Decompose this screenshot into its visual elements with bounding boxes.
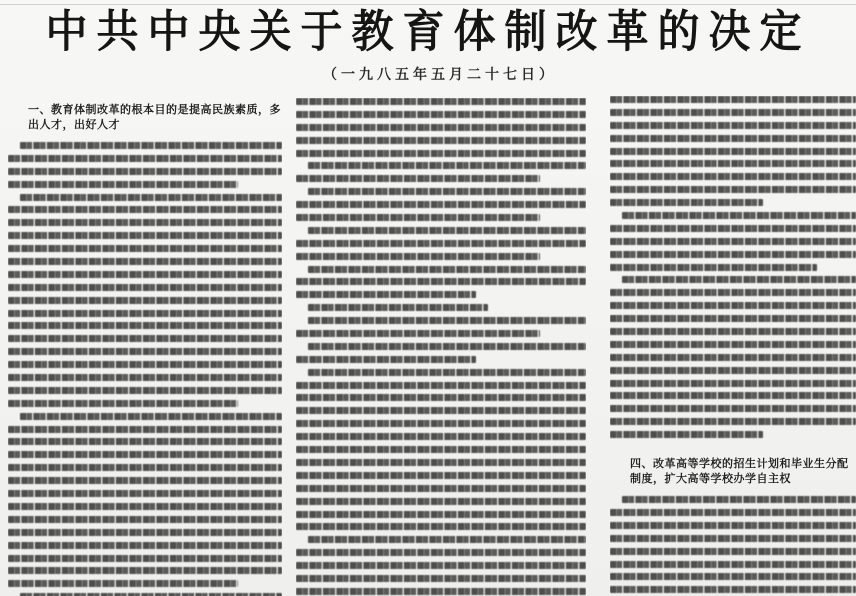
text-line [610, 225, 856, 232]
text-line [296, 511, 586, 518]
text-line [8, 335, 282, 342]
text-line [8, 438, 282, 445]
text-line [610, 431, 763, 438]
text-line [20, 194, 282, 201]
text-line [308, 536, 586, 543]
section-heading-1: 一、教育体制改革的根本目的是提高民族素质，多出人才，出好人才 [28, 103, 281, 131]
text-line [8, 542, 282, 549]
text-line [296, 472, 586, 479]
text-line [8, 168, 282, 175]
text-line [8, 322, 282, 329]
text-line [8, 516, 282, 523]
text-line [610, 573, 856, 580]
text-line [8, 155, 282, 162]
text-line [296, 575, 586, 582]
text-line [296, 111, 586, 118]
text-line [610, 535, 856, 542]
text-line [20, 413, 282, 420]
text-line [296, 562, 586, 569]
text-line [296, 394, 586, 401]
text-line [610, 251, 856, 258]
text-line [8, 297, 282, 304]
text-line [610, 109, 856, 116]
text-line [8, 284, 282, 291]
text-line [8, 271, 282, 278]
text-line [610, 392, 856, 399]
text-line [610, 302, 856, 309]
text-line [610, 264, 817, 271]
text-line [296, 150, 586, 157]
text-line [296, 137, 586, 144]
text-line [308, 266, 586, 273]
text-line [296, 523, 586, 530]
text-line [610, 328, 856, 335]
text-line [622, 496, 856, 503]
text-line [8, 361, 282, 368]
text-line [8, 400, 238, 407]
text-line [296, 382, 586, 389]
text-line [610, 160, 856, 167]
text-line [8, 232, 282, 239]
text-line [8, 206, 282, 213]
text-line [308, 162, 586, 169]
text-line [296, 588, 586, 595]
text-line [296, 98, 586, 105]
text-line [296, 175, 540, 182]
text-line [610, 367, 856, 374]
text-line [610, 148, 856, 155]
text-line [8, 477, 282, 484]
text-line [308, 227, 586, 234]
text-line [296, 330, 540, 337]
text-line [8, 258, 282, 265]
text-line [622, 276, 856, 283]
text-line [8, 580, 238, 587]
text-line [610, 548, 856, 555]
text-line [8, 348, 282, 355]
text-line [610, 586, 856, 593]
text-line [296, 549, 586, 556]
text-line [610, 380, 856, 387]
text-line [296, 291, 476, 298]
text-line [610, 315, 856, 322]
text-line [610, 405, 856, 412]
text-line [296, 485, 586, 492]
section-heading-4: 四、改革高等学校的招生计划和毕业生分配制度，扩大高等学校办学自主权 [630, 457, 849, 486]
text-line [296, 356, 476, 363]
text-line [296, 498, 586, 505]
text-line [610, 199, 763, 206]
text-line [296, 407, 586, 414]
text-line [8, 529, 282, 536]
text-line [610, 186, 856, 193]
text-line [8, 555, 282, 562]
text-line [308, 343, 586, 350]
text-line [610, 173, 856, 180]
text-line [610, 238, 856, 245]
text-line [610, 561, 856, 568]
text-line [8, 490, 282, 497]
text-line [296, 253, 540, 260]
text-line [8, 219, 282, 226]
text-line [20, 142, 282, 149]
text-line [8, 387, 282, 394]
document-title: 中共中央关于教育体制改革的决定 [45, 5, 811, 58]
document-date: （一九八五年五月二十七日） [323, 67, 557, 83]
text-line [610, 341, 856, 348]
text-line [296, 124, 586, 131]
text-line [308, 317, 586, 324]
text-line [8, 426, 282, 433]
text-line [296, 201, 586, 208]
text-line [296, 214, 540, 221]
text-line [610, 418, 856, 425]
text-line [8, 503, 282, 510]
text-line [296, 446, 586, 453]
text-line [610, 509, 856, 516]
text-column-1 [8, 96, 282, 596]
text-line [8, 310, 282, 317]
text-line [308, 304, 488, 311]
text-line [8, 451, 282, 458]
text-column-3 [610, 96, 856, 596]
text-line [296, 278, 586, 285]
text-line [610, 122, 856, 129]
text-line [308, 188, 586, 195]
text-line [296, 420, 586, 427]
text-line [8, 567, 282, 574]
text-line [8, 245, 282, 252]
text-line [296, 240, 586, 247]
text-line [610, 289, 856, 296]
text-line [8, 464, 282, 471]
text-line [8, 181, 238, 188]
text-column-2 [296, 98, 586, 596]
text-line [610, 96, 856, 103]
text-line [610, 354, 856, 361]
text-line [610, 522, 856, 529]
text-line [296, 459, 586, 466]
text-line [296, 433, 586, 440]
text-line [622, 212, 856, 219]
text-line [308, 369, 586, 376]
text-line [8, 374, 282, 381]
text-line [610, 135, 856, 142]
